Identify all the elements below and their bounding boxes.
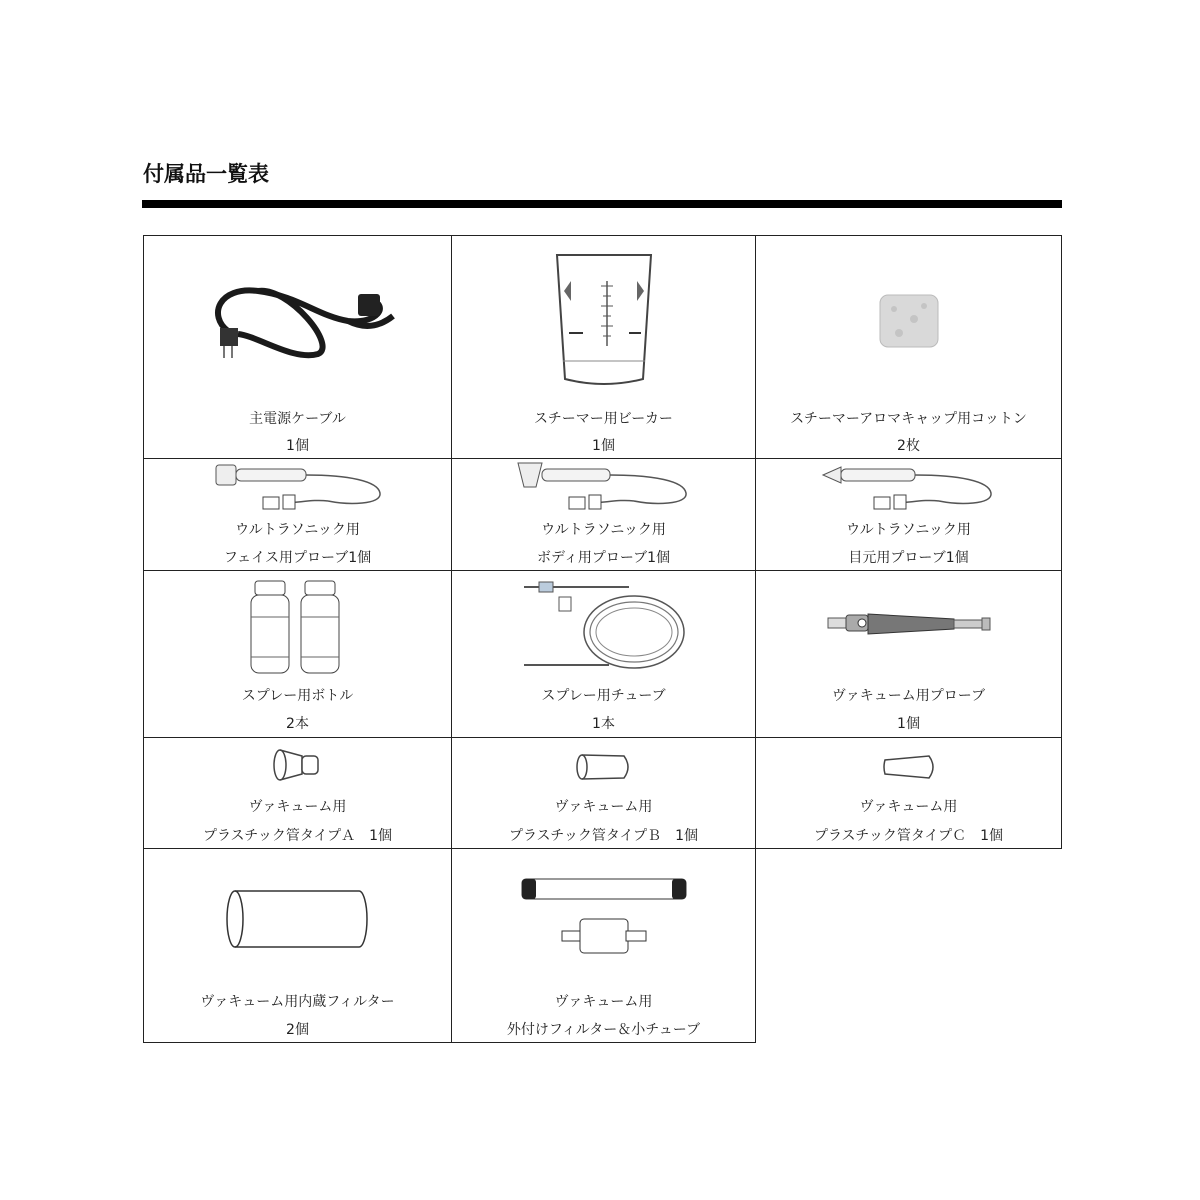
cotton-icon bbox=[756, 291, 1061, 351]
item-name: ウルトラソニック用 bbox=[541, 522, 666, 538]
internal-filter-icon bbox=[144, 887, 451, 951]
item-cell-vacuum-probe bbox=[755, 570, 1062, 738]
item-name: スチーマーアロマキャップ用コットン bbox=[790, 411, 1027, 427]
plastic-tube-b-icon bbox=[452, 752, 755, 782]
item-cell-power-cable bbox=[143, 235, 452, 459]
beaker-icon bbox=[452, 251, 755, 391]
item-qty: 2枚 bbox=[897, 438, 920, 454]
item-cell-internal-filter bbox=[143, 848, 452, 1043]
item-cell-external-filter bbox=[451, 848, 756, 1043]
eye-probe-icon bbox=[756, 461, 1061, 513]
item-name: ヴァキューム用 bbox=[554, 994, 653, 1010]
item-name: ヴァキューム用 bbox=[859, 799, 958, 815]
item-cell-body-probe bbox=[451, 458, 756, 571]
item-qty: プラスチック管タイプＡ 1個 bbox=[202, 828, 393, 844]
item-cell-spray-bottles bbox=[143, 570, 452, 738]
spray-bottles-icon bbox=[144, 577, 451, 677]
item-qty: 1個 bbox=[592, 438, 615, 454]
item-cell-face-probe bbox=[143, 458, 452, 571]
plastic-tube-c-icon bbox=[756, 752, 1061, 782]
vacuum-probe-icon bbox=[756, 609, 1061, 639]
item-cell-beaker bbox=[451, 235, 756, 459]
item-name: ヴァキューム用内蔵フィルター bbox=[200, 994, 395, 1010]
item-qty: 目元用プローブ1個 bbox=[848, 550, 969, 566]
item-qty: 2本 bbox=[286, 716, 309, 732]
page-title: 付属品一覧表 bbox=[143, 162, 269, 186]
item-qty: 2個 bbox=[286, 1022, 309, 1038]
face-probe-icon bbox=[144, 461, 451, 513]
item-qty: プラスチック管タイプＣ 1個 bbox=[813, 828, 1004, 844]
item-qty: 1個 bbox=[286, 438, 309, 454]
item-name: ヴァキューム用 bbox=[554, 799, 653, 815]
body-probe-icon bbox=[452, 461, 755, 513]
item-name: ヴァキューム用プローブ bbox=[831, 688, 986, 704]
item-name: ヴァキューム用 bbox=[248, 799, 347, 815]
item-name: スプレー用チューブ bbox=[541, 688, 666, 704]
item-qty: フェイス用プローブ1個 bbox=[223, 550, 372, 566]
item-name: ウルトラソニック用 bbox=[235, 522, 360, 538]
item-name: ウルトラソニック用 bbox=[846, 522, 971, 538]
item-name: 主電源ケーブル bbox=[249, 411, 346, 427]
item-cell-plastic-tube-c bbox=[755, 737, 1062, 849]
spray-tube-icon bbox=[452, 577, 755, 677]
item-cell-spray-tube bbox=[451, 570, 756, 738]
item-cell-cotton bbox=[755, 235, 1062, 459]
title-rule bbox=[142, 200, 1062, 208]
item-qty: 1本 bbox=[592, 716, 615, 732]
item-cell-eye-probe bbox=[755, 458, 1062, 571]
item-qty: 外付けフィルター＆小チューブ bbox=[506, 1022, 701, 1038]
plastic-tube-a-icon bbox=[144, 748, 451, 782]
item-cell-plastic-tube-a bbox=[143, 737, 452, 849]
power-cable-icon bbox=[144, 276, 451, 366]
item-qty: プラスチック管タイプＢ 1個 bbox=[508, 828, 699, 844]
item-qty: ボディ用プローブ1個 bbox=[536, 550, 671, 566]
item-cell-plastic-tube-b bbox=[451, 737, 756, 849]
item-name: スプレー用ボトル bbox=[241, 688, 354, 704]
external-filter-icon bbox=[452, 875, 755, 965]
item-name: スチーマー用ビーカー bbox=[534, 411, 673, 427]
item-qty: 1個 bbox=[897, 716, 920, 732]
